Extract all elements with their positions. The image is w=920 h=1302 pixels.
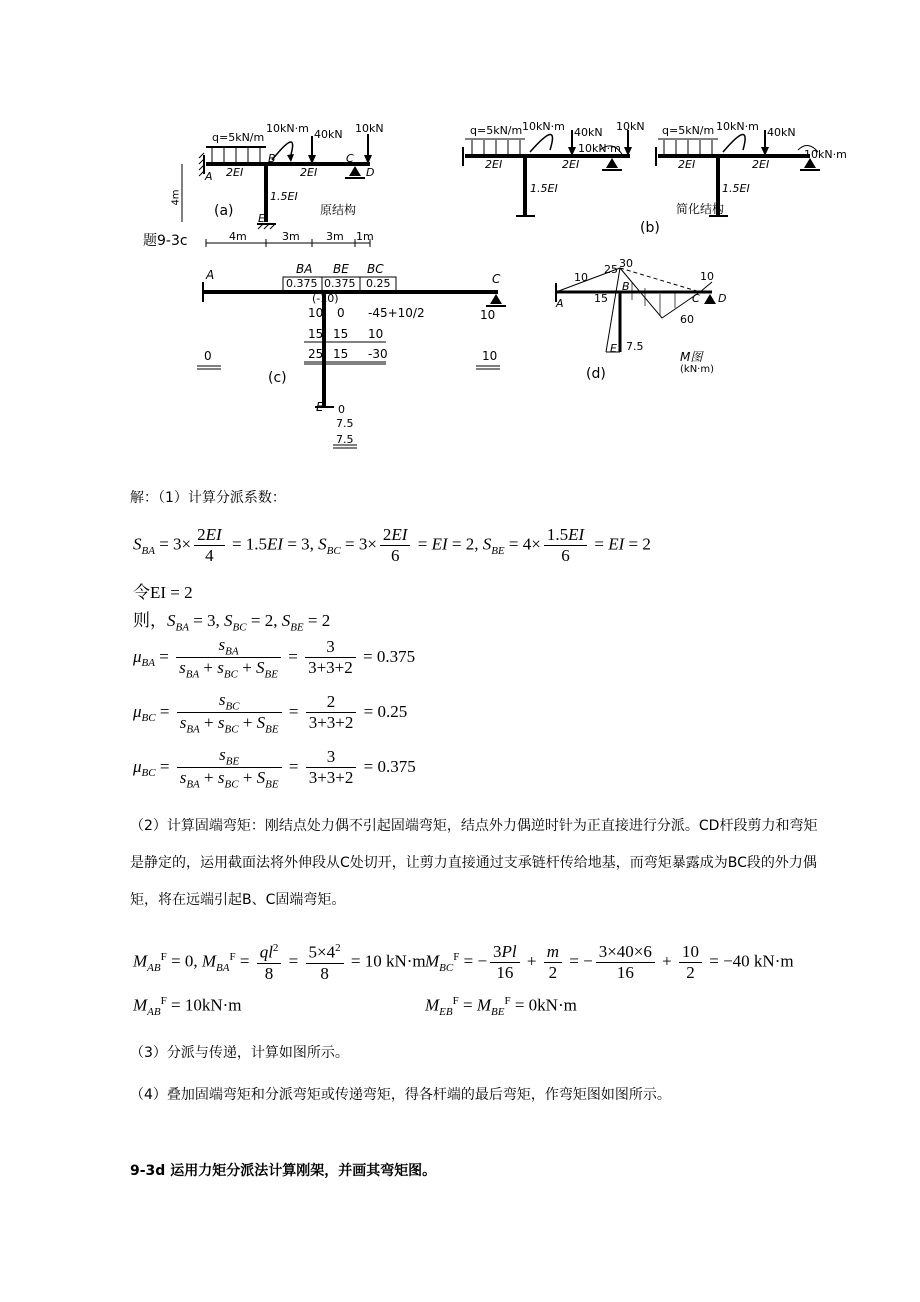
- fig-a-node-b: B: [268, 152, 276, 165]
- step3-paragraph: （3）分派与传递，计算如图所示。: [130, 1045, 349, 1061]
- fig-b-load1: 40kN: [574, 126, 603, 139]
- fig-c-row2-bc: 10: [368, 327, 384, 341]
- fig-c-factor-ba: 0.375: [286, 277, 318, 290]
- fig-d-node-e: E: [610, 342, 617, 355]
- fig-a-dim-3: 3m: [326, 230, 344, 243]
- fig-b-ei1-2: 2EI: [678, 158, 696, 171]
- next-problem-title: 9-3d 运用力矩分派法计算刚架，并画其弯矩图。: [130, 1163, 437, 1179]
- fig-a-dim-1: 4m: [229, 230, 247, 243]
- fig-a-moment-label: 10kN·m: [266, 122, 309, 135]
- fig-c-c-end-top: 10: [480, 308, 496, 322]
- fig-a-node-e: E: [258, 212, 265, 225]
- fig-b-q-label-2: q=5kN/m: [662, 124, 715, 137]
- fig-a-load1: 40kN: [314, 128, 343, 141]
- fig-d-node-b: B: [622, 280, 630, 293]
- step1-heading: 解：（1）计算分派系数：: [130, 490, 286, 506]
- fig-c-row2-be: 15: [333, 327, 349, 341]
- fixed-end-moment-1: $M_{AB}^F = 0$, $M_{BA}^F$ = $\frac{ql^2}{8}$ = $\frac{5\times 4^2}{8}$ = 10 kN·m: [133, 942, 426, 983]
- fig-b-struct-label: 简化结构: [676, 202, 725, 216]
- fixed-end-moment-4: $M_{EB}^F = M_{BE}^F = 0kN\cdot m$: [425, 995, 577, 1019]
- mu-bc-equation: $\mu_{BC}$ = $\frac{s_{BC}}{s_{BA} + s_{BC} + S_{BE}}$ = $\frac{2}{3+3+2}$ = 0.25: [133, 690, 408, 736]
- step4-paragraph: （4）叠加固端弯矩和分派弯矩或传递弯矩，得各杆端的最后弯矩，作弯矩图如图所示。: [130, 1087, 671, 1103]
- fig-c-a-end: 0: [204, 349, 212, 363]
- fig-b-ei3: 1.5EI: [530, 182, 558, 195]
- fig-a-node-d: D: [366, 166, 375, 179]
- fig-d-node-c: C: [692, 292, 700, 305]
- fig-c-caption: (c): [268, 370, 287, 386]
- fig-b-q-label: q=5kN/m: [470, 124, 523, 137]
- fig-d-label-6: 60: [680, 313, 694, 326]
- fig-c-factor-be: 0.375: [324, 277, 356, 290]
- fig-d-node-d: D: [718, 292, 727, 305]
- fig-d-node-a: A: [556, 297, 564, 310]
- fig-c-node-a: A: [206, 268, 215, 282]
- fig-b-load1-2: 40kN: [767, 126, 796, 139]
- fig-c-row1-bc: -45+10/2: [368, 306, 425, 320]
- stiffness-values: 则，$S_{BA} = 3$, $S_{BC} = 2$, $S_{BE} = 2$: [133, 611, 331, 634]
- fig-a-ei2: 2EI: [300, 166, 318, 179]
- fig-a-problem: 题9-3c: [143, 233, 188, 249]
- fig-c-header-be: BE: [333, 262, 349, 276]
- fig-c-e-val-1: 0: [338, 403, 345, 416]
- fig-b-ei2: 2EI: [562, 158, 580, 171]
- fig-d-caption: (d): [586, 366, 606, 382]
- fig-c-row3-ba: 25: [308, 347, 324, 361]
- fig-c-node-e: E: [316, 400, 324, 414]
- fig-d-label-5: 10: [700, 270, 714, 283]
- fig-d-label-3: 30: [619, 257, 633, 270]
- fig-c-row3-bc: -30: [368, 347, 388, 361]
- fig-d-label-2: 25: [604, 263, 618, 276]
- fig-b-ei1: 2EI: [485, 158, 503, 171]
- fig-c-factor-bc: 0.25: [366, 277, 391, 290]
- fig-a-struct-label: 原结构: [320, 203, 357, 217]
- fixed-end-moment-3: $M_{AB}^F = 10kN\cdot m$: [133, 995, 242, 1019]
- mu-be-equation: $\mu_{BC}$ = $\frac{s_{BE}}{s_{BA} + s_{BC} + S_{BE}}$ = $\frac{3}{3+3+2}$ = 0.375: [133, 745, 416, 791]
- fig-d-label-1: 10: [574, 271, 588, 284]
- fig-b-c-moment-2: 10kN·m: [804, 148, 847, 161]
- fig-a-load2: 10kN: [355, 122, 384, 135]
- fig-c-row3-be: 15: [333, 347, 349, 361]
- mu-ba-equation: $\mu_{BA}$ = $\frac{s_{BA}}{s_{BA} + s_{BC} + S_{BE}}$ = $\frac{3}{3+3+2}$ = 0.375: [133, 635, 416, 681]
- fig-c-header-bc: BC: [367, 262, 384, 276]
- fig-c-e-val-3: 7.5: [336, 433, 354, 446]
- fig-c-row1-be: 0: [337, 306, 345, 320]
- fig-b-moment-label: 10kN·m: [522, 120, 565, 133]
- fig-d-unit: (kN·m): [680, 364, 714, 375]
- fig-b-ei3-2: 1.5EI: [722, 182, 750, 195]
- fig-c-unbalanced: (-10): [312, 292, 339, 305]
- fig-a-dim-4: 1m: [356, 230, 374, 243]
- fig-b-load2: 10kN: [616, 120, 645, 133]
- fig-c-c-end: 10: [482, 349, 498, 363]
- fig-a-height: 4m: [170, 189, 182, 206]
- fig-c-e-val-2: 7.5: [336, 417, 354, 430]
- step2-paragraph: （2）计算固端弯矩：刚结点处力偶不引起固端弯矩，结点外力偶逆时针为正直接进行分派。CD杆段剪力和弯矩是静定的，运用截面法将外伸段从C处切开，让剪力直接通过支承链杆传给地基，而弯矩暴露成为BC段的外力偶矩，将在远端引起B、C固端弯矩。: [130, 818, 818, 908]
- figure-panel: [0, 110, 920, 460]
- fixed-end-moment-2: $M_{BC}^F$ = − $\frac{3Pl}{16}$ + $\frac{m}{2}$ = − $\frac{3\times 40\times 6}{16}$ + $\frac{10}{2}$ = −40 kN·m: [425, 942, 794, 982]
- fig-c-row1-ba: 10: [308, 306, 324, 320]
- then-label: 则，: [133, 611, 167, 630]
- fig-d-label-4: 15: [594, 292, 608, 305]
- fig-a-dim-2: 3m: [282, 230, 300, 243]
- fig-b: [463, 130, 820, 216]
- fig-a-ei3: 1.5EI: [270, 190, 298, 203]
- fig-d-label-7: 7.5: [626, 340, 644, 353]
- fig-d-title: M图: [680, 350, 703, 364]
- fig-b-c-moment: 10kN·m: [578, 142, 621, 155]
- fig-a-ei1: 2EI: [226, 166, 244, 179]
- fig-b-moment-label-2: 10kN·m: [716, 120, 759, 133]
- fig-c-row2-ba: 15: [308, 327, 324, 341]
- fig-b-caption: (b): [640, 220, 660, 236]
- fig-c-header-ba: BA: [296, 262, 313, 276]
- stiffness-equation: $S_{BA} = 3\times$ $\frac{2EI}{4}$ = 1.5EI = 3, $S_{BC} = 3\times$ $\frac{2EI}{6}$ = EI = 2, $S_{BE} = 4\times$ $\frac{1.5EI}{6}$ = EI = 2: [133, 525, 651, 565]
- fig-a-node-c: C: [346, 152, 354, 165]
- ei-assumption: 令EI = 2: [133, 583, 193, 602]
- fig-b-ei2-2: 2EI: [752, 158, 770, 171]
- fig-c-node-c: C: [492, 272, 501, 286]
- fig-a-q-label: q=5kN/m: [212, 131, 265, 144]
- fig-a-node-a: A: [205, 170, 213, 183]
- fig-a-caption: (a): [214, 203, 234, 219]
